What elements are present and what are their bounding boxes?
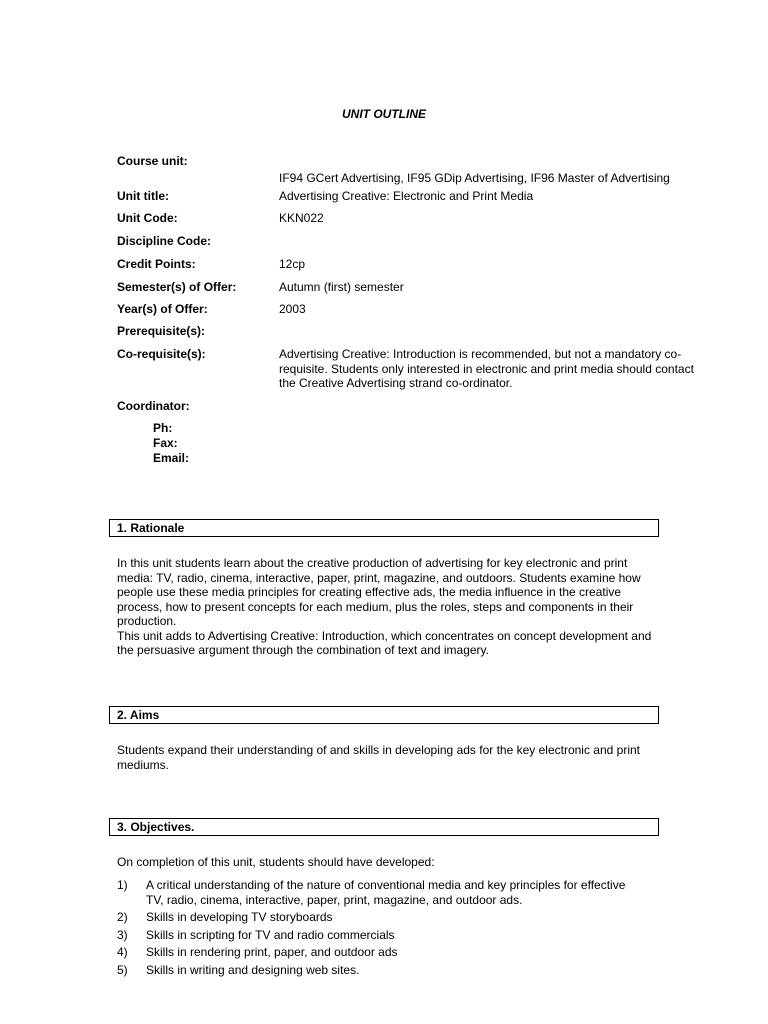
rationale-paragraph-2: This unit adds to Advertising Creative: Introduction, which concentrates on concept development and the persuasive argument through the combination of text and imagery. bbox=[117, 628, 652, 657]
phone-label: Ph: bbox=[153, 421, 173, 435]
objective-number: 2) bbox=[117, 910, 128, 924]
semesters-label: Semester(s) of Offer: bbox=[117, 280, 237, 294]
objective-text: A critical understanding of the nature of conventional media and key principles for effective TV, radio, cinema, interactive, paper, print, magazine, and outdoor ads. bbox=[146, 878, 626, 907]
years-label: Year(s) of Offer: bbox=[117, 302, 208, 316]
objective-text: Skills in scripting for TV and radio commercials bbox=[146, 928, 395, 942]
objective-number: 3) bbox=[117, 928, 128, 942]
discipline-code-label: Discipline Code: bbox=[117, 234, 212, 248]
objective-text: Skills in writing and designing web sites. bbox=[146, 963, 360, 977]
objective-number: 1) bbox=[117, 878, 128, 892]
email-label: Email: bbox=[153, 451, 190, 465]
aims-heading: 2. Aims bbox=[109, 706, 659, 724]
years-value: 2003 bbox=[279, 302, 306, 316]
unit-title-label: Unit title: bbox=[117, 189, 169, 203]
rationale-text bbox=[117, 556, 657, 658]
unit-code-label: Unit Code: bbox=[117, 211, 178, 225]
objective-text: Skills in rendering print, paper, and outdoor ads bbox=[146, 945, 398, 959]
objectives-heading: 3. Objectives. bbox=[109, 818, 659, 836]
objectives-intro: On completion of this unit, students should have developed: bbox=[117, 855, 435, 869]
page-title: UNIT OUTLINE bbox=[342, 107, 426, 121]
corequisites-label: Co-requisite(s): bbox=[117, 347, 206, 361]
unit-code-value: KKN022 bbox=[279, 211, 324, 225]
fax-label: Fax: bbox=[153, 436, 178, 450]
corequisites-value: Advertising Creative: Introduction is recommended, but not a mandatory co-requisite. Students only interested in electronic and print media should contact the Creative Advertising strand co-ordinator. bbox=[279, 347, 694, 390]
rationale-paragraph-1: In this unit students learn about the creative production of advertising for key electronic and print media: TV, radio, cinema, interactive, paper, print, magazine, and outdoors. Students examine how people use these media principles for creating effective ads, the media influence in the creative process, how to present concepts for each medium, plus the roles, steps and components in their production. bbox=[117, 556, 641, 628]
objective-number: 4) bbox=[117, 945, 128, 959]
credit-points-label: Credit Points: bbox=[117, 257, 196, 271]
course-unit-label: Course unit: bbox=[117, 154, 188, 168]
aims-paragraph: Students expand their understanding of and skills in developing ads for the key electronic and print mediums. bbox=[117, 743, 640, 772]
course-unit-value: IF94 GCert Advertising, IF95 GDip Advertising, IF96 Master of Advertising bbox=[279, 171, 670, 185]
prerequisites-label: Prerequisite(s): bbox=[117, 324, 206, 338]
objective-text: Skills in developing TV storyboards bbox=[146, 910, 333, 924]
coordinator-label: Coordinator: bbox=[117, 399, 190, 413]
credit-points-value: 12cp bbox=[279, 257, 306, 271]
unit-title-value: Advertising Creative: Electronic and Print Media bbox=[279, 189, 534, 203]
rationale-heading: 1. Rationale bbox=[109, 519, 659, 537]
objective-number: 5) bbox=[117, 963, 128, 977]
semesters-value: Autumn (first) semester bbox=[279, 280, 404, 294]
